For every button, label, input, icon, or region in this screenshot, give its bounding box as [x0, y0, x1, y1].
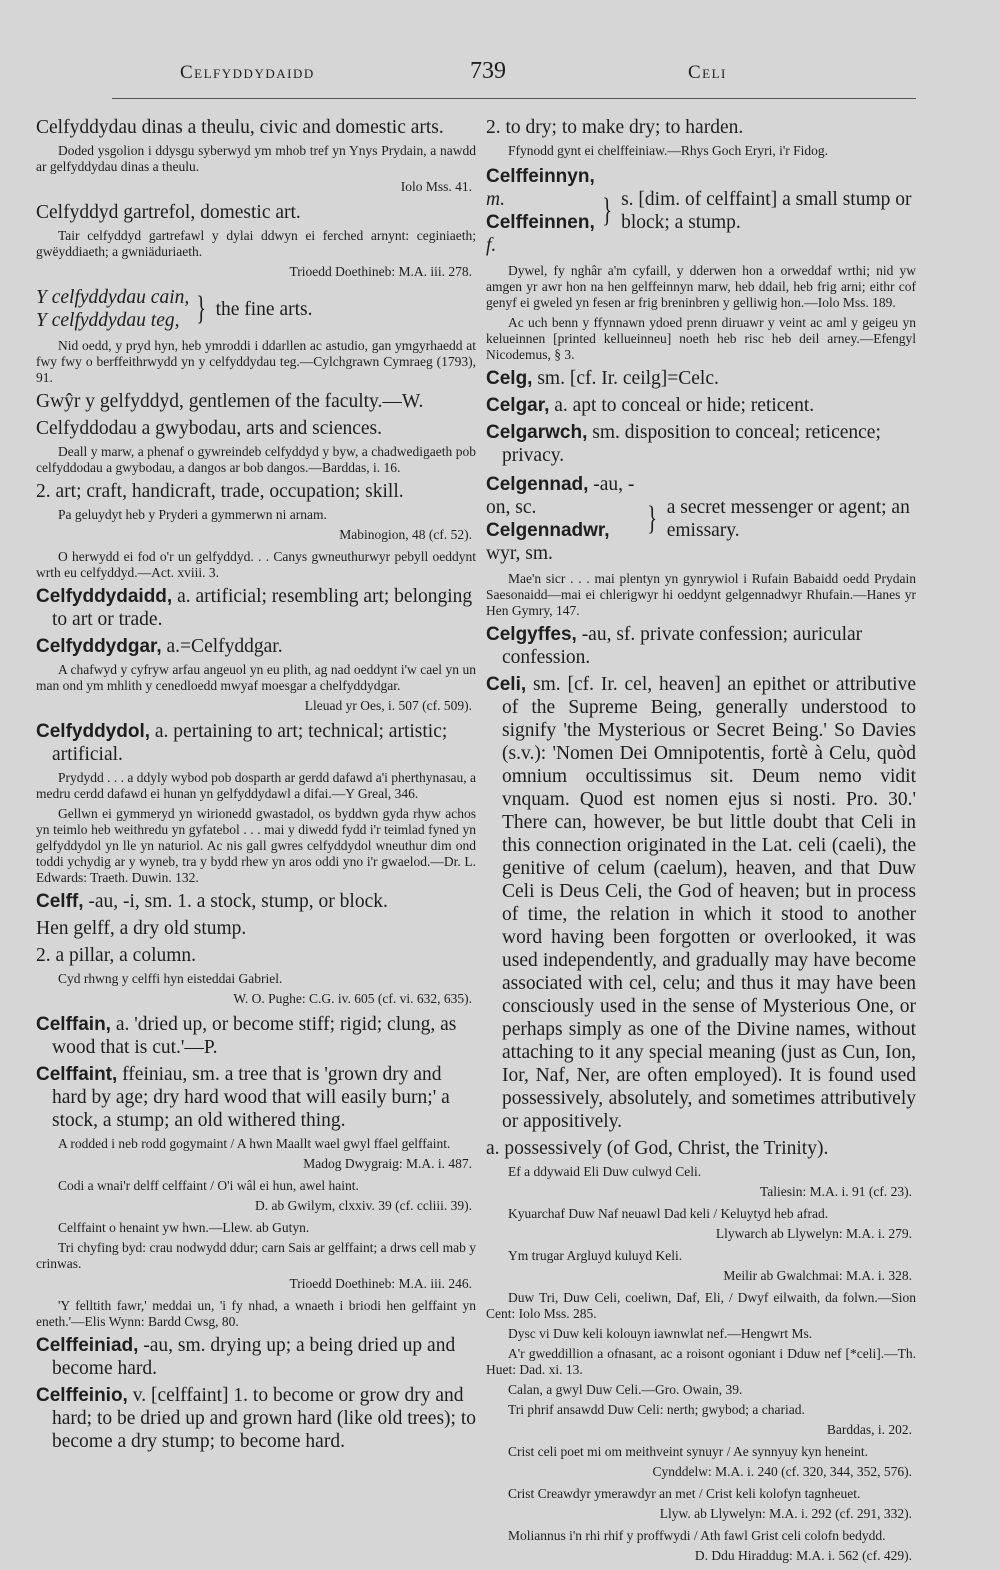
entry-headword-line	[36, 585, 476, 631]
quotation: Cyd rhwng y celffi hyn eisteddai Gabriel.	[58, 971, 283, 986]
entry-sense: Hen gelff, a dry old stump.	[36, 918, 247, 939]
definition: ffeiniau, sm. a tree that is 'grown dry and hard by age; dry hard wood that will easily burn;' a stock, a stump; an old withered thing.	[52, 1064, 450, 1131]
citation: Madog Dwygraig: M.A. i. 487.	[303, 1156, 472, 1171]
citation: D. Ddu Hiraddug: M.A. i. 562 (cf. 429).	[694, 1548, 912, 1563]
quotation: Ef a ddywaid Eli Duw culwyd Celi.	[508, 1164, 702, 1179]
entry-headword-line	[36, 1013, 476, 1059]
headword: Celff,	[36, 891, 84, 912]
definition: sm. disposition to conceal; reticence; privacy.	[502, 422, 881, 466]
definition: a. pertaining to art; technical; artistic; artificial.	[52, 721, 448, 765]
headword: Celgar,	[486, 395, 550, 416]
quotation: Pa geluydyt heb y Pryderi a gymmerwn ni arnam.	[58, 507, 327, 522]
definition: a.=Celfyddgar.	[166, 636, 283, 657]
entry-headword-line	[486, 394, 916, 417]
headword: Celgyffes,	[486, 624, 577, 645]
right-column	[486, 112, 916, 1570]
quotation: O herwydd ei fod o'r un gelfyddyd. . . Canys gwneuthurwyr pebyll oeddynt wrth eu celfyddyd.—Act. xviii. 3.	[36, 549, 476, 580]
quotation: Ym trugar Argluyd kuluyd Keli.	[508, 1248, 683, 1263]
headword: Celfyddydol,	[36, 721, 151, 742]
headword: Celffeiniad,	[36, 1335, 139, 1356]
quotation: Gellwn ei gymmeryd yn wirionedd gwastadol, os byddwn gyda rhyw achos yn teimlo heb weithredu yn gyfatebol . . . mai y diwedd fydd i'r teimlad fyned yn gelfyddydol yn lle yn naturiol. Ac nis gall gwres celfyddydol wneuthur dim ond toddi ychydig ar y wyneb, tra y bydd rhew yn aros oddi yno i'r gwaelod.—Dr. L. Edwards: Traeth. Duwin. 132.	[36, 806, 476, 885]
entry-sense: 2. art; craft, handicraft, trade, occupation; skill.	[36, 481, 404, 502]
headword-line	[486, 473, 640, 519]
entry-headword-braced	[486, 473, 916, 565]
brace-glyph: }	[196, 290, 207, 327]
citation: Meilir ab Gwalchmai: M.A. i. 328.	[723, 1268, 912, 1283]
entry-sense: a. possessively (of God, Christ, the Trinity).	[486, 1138, 829, 1159]
entry-headword-line	[36, 1334, 476, 1380]
quotation: Celffaint o henaint yw hwn.—Llew. ab Gutyn.	[58, 1220, 310, 1235]
citation: Iolo Mss. 41.	[400, 179, 472, 194]
citation: Trioedd Doethineb: M.A. iii. 246.	[289, 1276, 472, 1291]
quotation: Crist celi poet mi om meithveint synuyr / Ae synnyuy kyn heneint.	[508, 1444, 868, 1459]
brace-glyph: }	[647, 500, 658, 537]
headword-line	[486, 165, 595, 211]
phrase-gloss: the fine arts.	[215, 298, 313, 320]
quotation: Duw Tri, Duw Celi, coeliwn, Daf, Eli, / Dwyf eilwaith, da folwn.—Sion Cent: Iolo Mss. 285.	[486, 1290, 916, 1321]
entry-sense: Celfyddyd gartrefol, domestic art.	[36, 202, 301, 223]
citation: Lleuad yr Oes, i. 507 (cf. 509).	[304, 698, 472, 713]
definition: -au, -i, sm. 1. a stock, stump, or block.	[88, 891, 388, 912]
citation: Llyw. ab Llywelyn: M.A. i. 292 (cf. 291, 332).	[659, 1506, 912, 1521]
running-header	[0, 56, 1000, 96]
quotation: Codi a wnai'r delff celffaint / O'i wâl ei hun, awel haint.	[58, 1178, 359, 1193]
definition: -au, sm. drying up; a being dried up and become hard.	[52, 1335, 456, 1379]
headword: Celg,	[486, 368, 533, 389]
quotation: Nid oedd, y pryd hyn, heb ymroddi i ddarllen ac astudio, gan ymgyrhaedd at fwy fwy o berffeithrwydd yn y celfyddydau teg.—Cylchgrawn Cymraeg (1793), 91.	[36, 338, 476, 385]
quotation: Prydydd . . . a ddyly wybod pob dosparth ar gerdd dafawd a'i pherthynasau, a medru cerdd dafawd ei hunan yn gelfyddydawl a difai.—Y Greal, 346.	[36, 770, 476, 801]
entry-sense: Gwŷr y gelfyddyd, gentlemen of the faculty.—W.	[36, 391, 424, 412]
headword: Celffeinnyn,	[486, 166, 595, 187]
header-right-guide-word: Celi	[688, 62, 727, 83]
left-column	[36, 112, 476, 1457]
entry-headword-line	[36, 890, 476, 913]
entry-headword-line	[36, 1063, 476, 1132]
quotation: Tri phrif ansawdd Duw Celi: nerth; gwybod; a chariad.	[508, 1402, 805, 1417]
page-number: 739	[470, 58, 506, 84]
phrase-line: Y celfyddydau teg,	[36, 310, 180, 331]
definition: a. artificial; resembling art; belonging to art or trade.	[52, 586, 473, 630]
headword: Celgennad,	[486, 474, 589, 495]
entry-headword-line	[486, 673, 916, 1133]
definition: sm. [cf. Ir. ceilg]=Celc.	[537, 368, 719, 389]
inflection: -au, -on, sc.	[486, 474, 635, 518]
entry-headword-line	[486, 421, 916, 467]
headword: Celfyddydgar,	[36, 636, 162, 657]
entry-headword-line	[36, 635, 476, 658]
quotation: 'Y felltith fawr,' meddai un, 'i fy nhad, a wnaeth i briodi hen gelffaint yn eneth.'—Elis Wynn: Bardd Cwsg, 80.	[36, 1298, 476, 1329]
quotation: Deall y marw, a phenaf o gywreindeb celfyddyd y byw, a chadwedigaeth pob celfyddodau a gwybodau, a dangos ar bob dangos.—Barddas, i. 16.	[36, 444, 476, 475]
citation: Llywarch ab Llywelyn: M.A. i. 279.	[715, 1226, 912, 1241]
headword: Celi,	[486, 674, 527, 695]
entry-headword-line	[36, 1384, 476, 1453]
gender: f.	[486, 235, 497, 256]
quotation: Doded ysgolion i ddysgu syberwyd ym mhob tref yn Ynys Prydain, a nawdd ar gelfyddydau dinas a theulu.	[36, 143, 476, 174]
definition: v. [celffaint] 1. to become or grow dry and hard; to be dried up and grown hard (like old trees); to become a dry stump; to become hard.	[52, 1385, 477, 1452]
entry-sense: Celfyddydau dinas a theulu, civic and domestic arts.	[36, 117, 444, 138]
headword: Celgarwch,	[486, 422, 588, 443]
entry-headword-braced	[486, 165, 916, 257]
definition: a secret messenger or agent; an emissary.	[666, 497, 910, 541]
citation: Mabinogion, 48 (cf. 52).	[339, 527, 472, 542]
headword-line	[486, 211, 595, 257]
quotation: Kyuarchaf Duw Naf neuawl Dad keli / Keluytyd heb afrad.	[508, 1206, 829, 1221]
quotation: Dywel, fy nghâr a'm cyfaill, y dderwen hon a orweddaf wrthi; nid yw amgen yr awr hon na hen gelffeinnyn marw, heb ddail, heb frig arni; eithr cof genyf ei gweled yn fesen ar frig breninbren y gelliwig hon.—Iolo Mss. 189.	[486, 263, 916, 310]
inflection: wyr, sm.	[486, 543, 553, 564]
quotation: A'r gweddillion a ofnasant, ac a roisont ogoniant i Dduw nef [*celi].—Th. Huet: Dad. xi. 13.	[486, 1346, 916, 1377]
entry-sense-braced	[36, 286, 476, 332]
headword: Celffain,	[36, 1014, 111, 1035]
quotation: Ffynodd gynt ei chelffeiniaw.—Rhys Goch Eryri, i'r Fidog.	[508, 143, 829, 158]
headword-line	[486, 519, 640, 565]
entry-sense: 2. a pillar, a column.	[36, 945, 197, 966]
definition: -au, sf. private confession; auricular confession.	[502, 624, 863, 668]
header-rule	[112, 98, 916, 99]
quotation: Ac uch benn y ffynnawn ydoed prenn diruawr y veint ac aml y geigeu yn kelueinnen [printed kellueinneu] noeth heb risc heb deil arney.—Efengyl Nicodemus, § 3.	[486, 315, 916, 362]
entry-sense: Celfyddodau a gwybodau, arts and sciences.	[36, 418, 383, 439]
header-left-guide-word: Celfyddydaidd	[180, 62, 315, 83]
quotation: Calan, a gwyl Duw Celi.—Gro. Owain, 39.	[508, 1382, 743, 1397]
citation: W. O. Pughe: C.G. iv. 605 (cf. vi. 632, 635).	[233, 991, 472, 1006]
entry-headword-line	[36, 720, 476, 766]
headword: Celgennadwr,	[486, 520, 610, 541]
quotation: Mae'n sicr . . . mai plentyn yn gynrywiol i Rufain Babaidd oedd Prydain Saesonaidd—mai ei chlerigwyr hi oeddynt gelgennadwyr Rhufain.—Hanes yr Hen Gymry, 147.	[486, 571, 916, 618]
gender: m.	[486, 189, 505, 210]
citation: Cynddelw: M.A. i. 240 (cf. 320, 344, 352, 576).	[652, 1464, 912, 1479]
entry-headword-line	[486, 367, 916, 390]
quotation: Dysc vi Duw keli kolouyn iawnwlat nef.—Hengwrt Ms.	[508, 1326, 813, 1341]
quotation: A rodded i neb rodd gogymaint / A hwn Maallt wael gwyl ffael gelffaint.	[58, 1136, 451, 1151]
headword: Celffeinio,	[36, 1385, 128, 1406]
quotation: A chafwyd y cyfryw arfau angeuol yn eu plith, ag nad oeddynt i'w cael yn un man ond ym mhlith y cenedloedd mwyaf moesgar a chelfyddydgar.	[36, 662, 476, 693]
definition: sm. [cf. Ir. cel, heaven] an epithet or attributive of the Supreme Being, generally understood to signify 'the Mysterious or Secret Being.' So Davies (s.v.): 'Nomen Dei Omnipotentis, fortè à Celu, quòd omnium occultissimus sit. Deum nemo vidit vnquam. Quod est nomen ejus si nosti. Pro. 30.' There can, however, be but little doubt that Celi in this connection originated in the Lat. celi (caeli), the genitive of celum (caelum), heaven, and that Duw Celi is Deus Celi, the God of heaven; but in process of time, the relation in which it stood to another word having been forgotten or overlooked, it was used independently, and gradually may have become associated with cel, celu; and thus it may have been consciously used in the sense of Mysterious One, or perhaps simply as one of the Divine names, without attaching to it any special meaning (just as Cun, Ion, Ior, Naf, Ner, are often employed). It is found used possessively, absolutely, and sometimes attributively or appositively.	[502, 674, 917, 1132]
definition: s. [dim. of celffaint] a small stump or block; a stump.	[621, 189, 912, 233]
quotation: Tair celfyddyd gartrefawl y dylai ddwyn ei ferched arnynt: ceginiaeth; gwëyddiaeth; a gwniäduriaeth.	[36, 228, 476, 259]
entry-sense: 2. to dry; to make dry; to harden.	[486, 117, 744, 138]
definition: a. apt to conceal or hide; reticent.	[554, 395, 815, 416]
headword: Celffeinnen,	[486, 212, 595, 233]
quotation: Tri chyfing byd: crau nodwydd ddur; carn Sais ar gelffaint; a drws cell mab y crinwas.	[36, 1240, 476, 1271]
quotation: Crist Creawdyr ymerawdyr an met / Crist keli kolofyn tagnheuet.	[508, 1486, 861, 1501]
citation: D. ab Gwilym, clxxiv. 39 (cf. ccliii. 39).	[255, 1198, 472, 1213]
definition: a. 'dried up, or become stiff; rigid; clung, as wood that is cut.'—P.	[52, 1014, 457, 1058]
brace-glyph: }	[602, 192, 612, 229]
citation: Trioedd Doethineb: M.A. iii. 278.	[289, 264, 472, 279]
citation: Barddas, i. 202.	[826, 1422, 912, 1437]
citation: Taliesin: M.A. i. 91 (cf. 23).	[759, 1184, 912, 1199]
headword: Celffaint,	[36, 1064, 118, 1085]
headword: Celfyddydaidd,	[36, 586, 173, 607]
phrase-line: Y celfyddydau cain,	[36, 287, 190, 308]
quotation: Moliannus i'n rhi rhif y proffwydi / Ath fawl Grist celi colofn bedydd.	[508, 1528, 886, 1543]
entry-headword-line	[486, 623, 916, 669]
